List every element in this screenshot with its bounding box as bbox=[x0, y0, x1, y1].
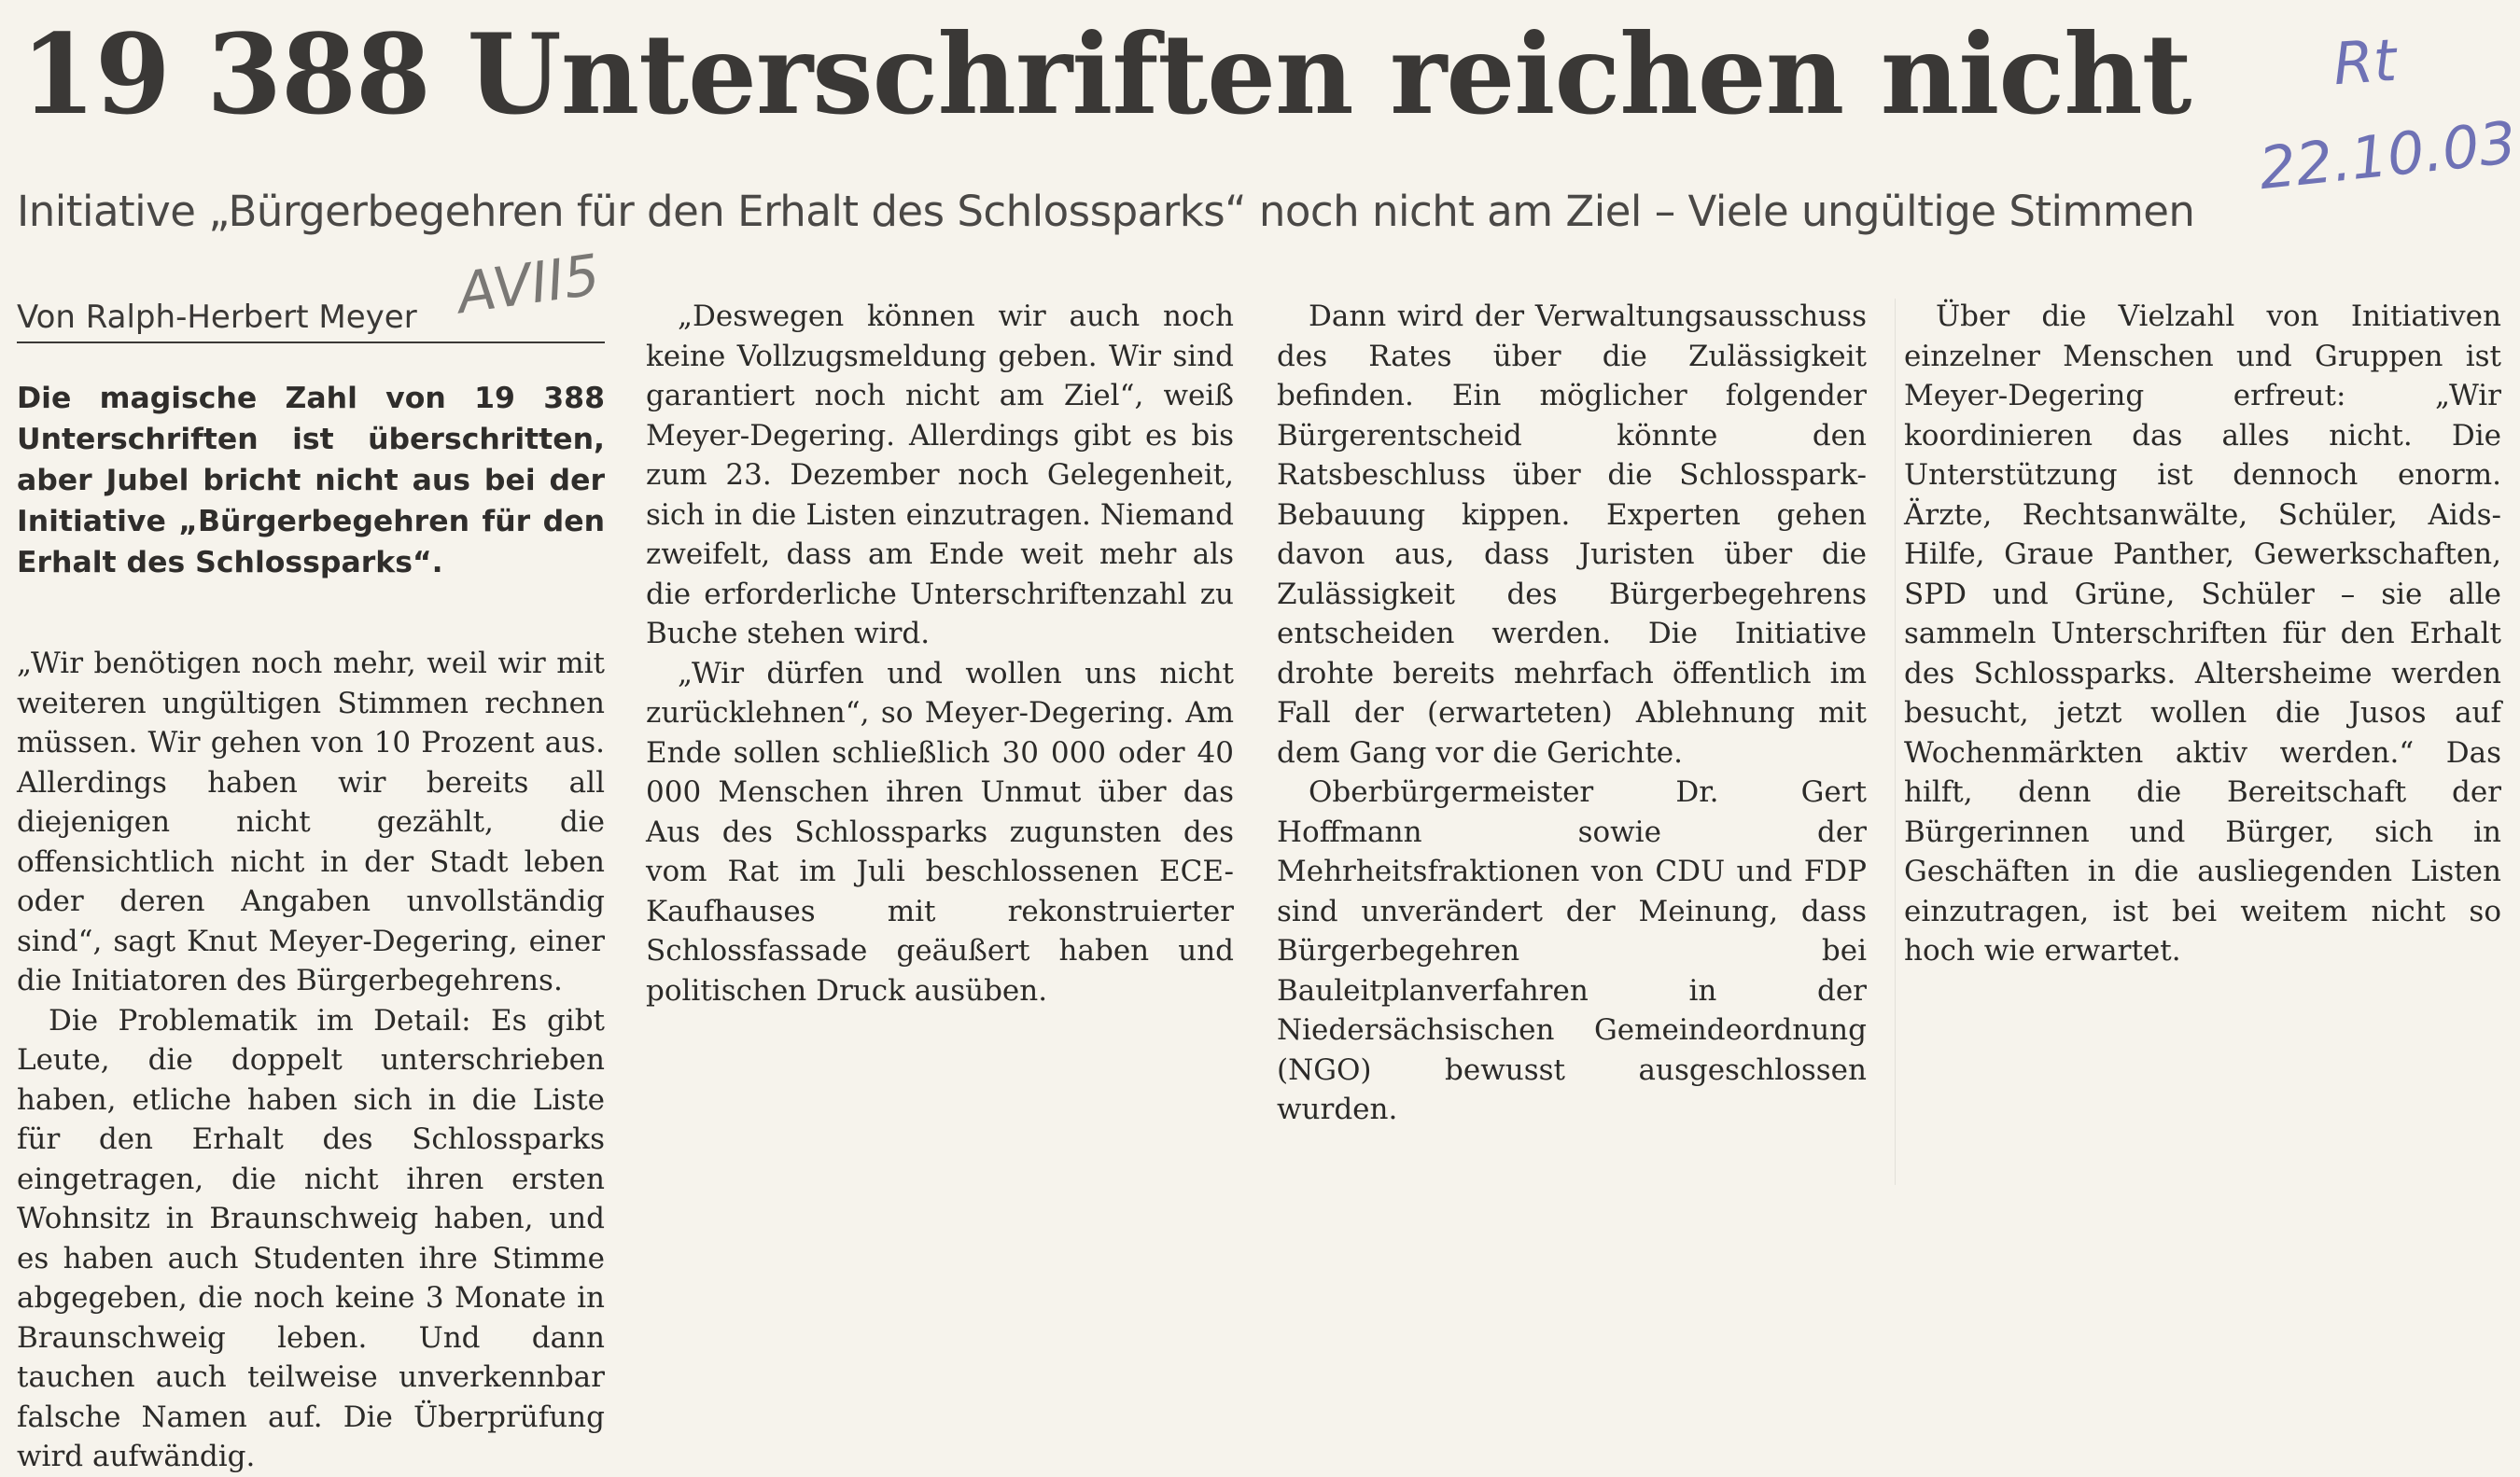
article-headline: 19 388 Unterschriften reichen nicht bbox=[21, 9, 2191, 139]
article-column-3 bbox=[1277, 297, 1867, 1174]
article-column-2 bbox=[646, 297, 1234, 1174]
article-paragraph: „Wir dürfen und wollen uns nicht zurücklehnen“, so Meyer-Degering. Am Ende sollen schließlich 30 000 oder 40 000 Menschen ihren Unmut über das Aus des Schlossparks zugunsten des vom Rat im Juli beschlossenen ECE-Kaufhauses mit rekonstruierter Schlossfassade geäußert haben und politischen Druck ausüben. bbox=[646, 656, 1234, 1008]
handwritten-date: 22.10.03 bbox=[2255, 107, 2520, 203]
article-paragraph: Oberbürgermeister Dr. Gert Hoffmann sowie der Mehrheitsfraktionen von CDU und FDP sind unverändert der Meinung, dass Bürgerbegehren bei Bauleitplanverfahren in der Niedersächsischen Gemeindeordnung (NGO) bewusst ausgeschlossen wurden. bbox=[1277, 775, 1867, 1126]
article-paragraph: Dann wird der Verwaltungsausschuss des Rates über die Zulässigkeit befinden. Ein möglicher folgender Bürgerentscheid könnte den Ratsbeschluss über die Schlosspark-Bebauung kippen. Experten gehen davon aus, dass Juristen über die Zulässigkeit des Bürgerbegehrens entscheiden werden. Die Initiative drohte bereits mehrfach öffentlich im Fall der (erwarteten) Ablehnung mit dem Gang vor die Gerichte. bbox=[1277, 300, 1867, 770]
handwritten-initials: Rt bbox=[2331, 25, 2399, 99]
article-paragraph: Die Problematik im Detail: Es gibt Leute, die doppelt unterschrieben haben, etliche haben sich in die Liste für den Erhalt des Schlossparks eingetragen, die nicht ihren ersten Wohnsitz in Braunschweig haben, und es haben auch Studenten ihre Stimme abgegeben, die noch keine 3 Monate in Braunschweig leben. Und dann tauchen auch teilweise unverkennbar falsche Namen auf. Die Überprüfung wird aufwändig. bbox=[17, 1003, 605, 1473]
article-column-4 bbox=[1904, 297, 2501, 1174]
handwritten-mark: AVII5 bbox=[453, 242, 604, 327]
article-lead: Die magische Zahl von 19 388 Unterschriften ist überschritten, aber Jubel bricht nicht aus bei der Initiative „Bürgerbegehren für den Erhalt des Schlossparks“. bbox=[17, 382, 605, 579]
article-column-1 bbox=[17, 644, 605, 1473]
article-paragraph: „Deswegen können wir auch noch keine Vollzugsmeldung geben. Wir sind garantiert noch nicht am Ziel“, weiß Meyer-Degering. Allerdings gibt es bis zum 23. Dezember noch Gelegenheit, sich in die Listen einzutragen. Niemand zweifelt, dass am Ende weit mehr als die erforderliche Unterschriftenzahl zu Buche stehen wird. bbox=[646, 300, 1234, 650]
paper-fold-line bbox=[1895, 299, 1896, 1185]
article-byline: Von Ralph-Herbert Meyer bbox=[17, 299, 605, 343]
article-paragraph: Über die Vielzahl von Initiativen einzelner Menschen und Gruppen ist Meyer-Degering erfreut: „Wir koordinieren das alles nicht. Die Unterstützung ist dennoch enorm. Ärzte, Rechtsanwälte, Schüler, Aids-Hilfe, Graue Panther, Gewerkschaften, SPD und Grüne, Schüler – sie alle sammeln Unterschriften für den Erhalt des Schlossparks. Altersheime werden besucht, jetzt wollen die Jusos auf Wochenmärkten aktiv werden.“ Das hilft, denn die Bereitschaft der Bürgerinnen und Bürger, sich in Geschäften in die ausliegenden Listen einzutragen, ist bei weitem nicht so hoch wie erwartet. bbox=[1904, 300, 2501, 968]
article-subheadline: Initiative „Bürgerbegehren für den Erhalt des Schlossparks“ noch nicht am Ziel – Viele ungültige Stimmen bbox=[17, 187, 2195, 236]
article-paragraph: „Wir benötigen noch mehr, weil wir mit weiteren ungültigen Stimmen rechnen müssen. Wir gehen von 10 Prozent aus. Allerdings haben wir bereits all diejenigen nicht gezählt, die offensichtlich nicht in der Stadt leben oder deren Angaben unvollständig sind“, sagt Knut Meyer-Degering, einer die Initiatoren des Bürgerbegehrens. bbox=[17, 647, 605, 997]
